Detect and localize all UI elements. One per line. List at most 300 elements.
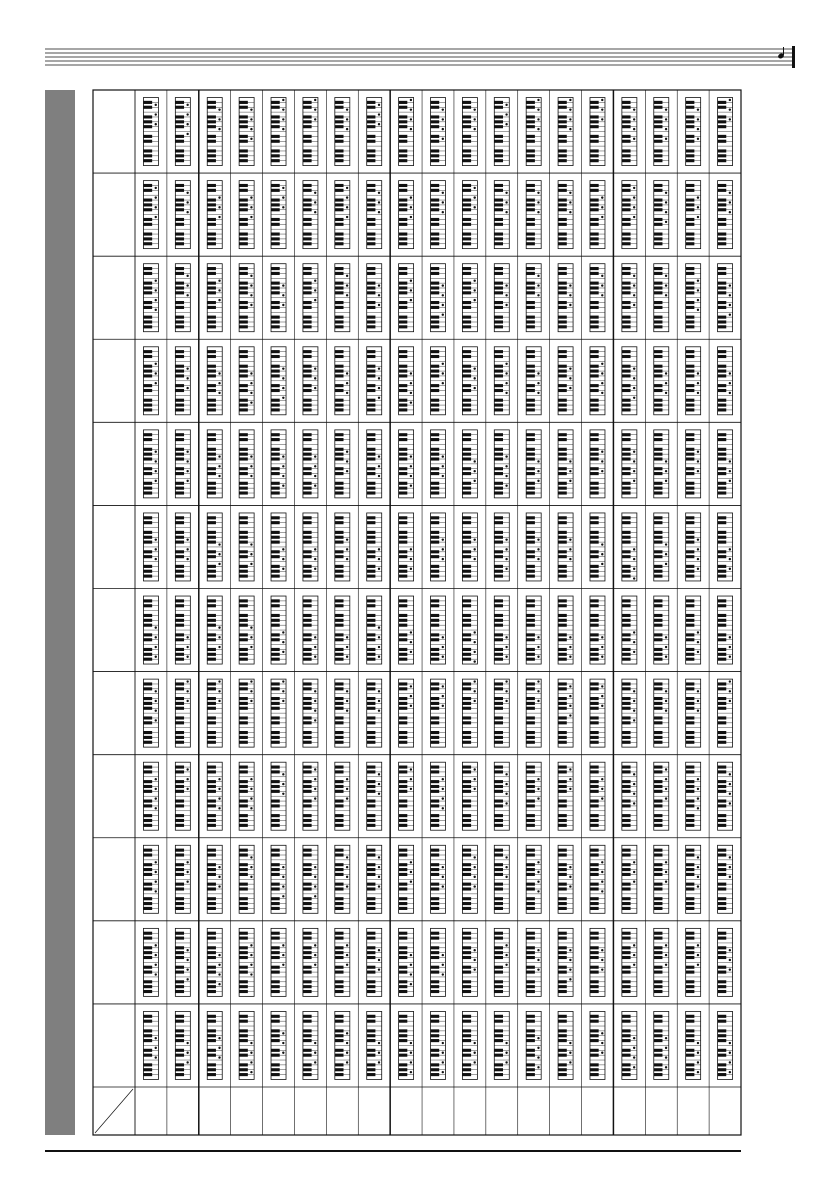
black-key [367,159,376,162]
black-key [718,237,727,240]
black-key [239,115,248,118]
black-key [590,604,599,607]
black-key [462,800,471,803]
black-key [558,575,567,578]
mini-keyboard-chord-diagram-icon [654,762,669,830]
black-key [590,804,599,807]
mini-keyboard-chord-diagram-icon [431,181,446,249]
black-key [207,902,216,905]
black-key [590,536,599,539]
chord-note-marker [314,636,316,638]
chord-note-marker [505,568,507,570]
black-key [207,267,216,270]
chord-note-marker [505,475,507,477]
chord-note-marker [633,783,635,785]
black-key [718,365,727,368]
chord-note-marker [569,778,571,780]
mini-keyboard-chord-diagram-icon [654,181,669,249]
black-key [462,203,471,206]
black-key [622,550,631,553]
black-key [175,306,184,309]
black-key [143,120,152,123]
black-key [271,467,280,470]
black-key [718,731,727,734]
black-key [718,716,727,719]
chord-note-marker [729,460,731,462]
black-key [399,365,408,368]
black-key [303,599,312,602]
black-key [239,106,248,109]
chord-note-marker [633,577,635,579]
black-key [558,819,567,822]
black-key [207,325,216,328]
black-key [239,301,248,304]
black-key [590,159,599,162]
black-key [175,883,184,886]
black-key [239,487,248,490]
black-key [686,531,695,534]
black-key [462,106,471,109]
black-key [654,824,663,827]
mini-keyboard-chord-diagram-icon [271,596,286,664]
black-key [303,453,312,456]
chord-note-marker [410,475,412,477]
black-key [590,697,599,700]
black-key [143,902,152,905]
black-key [303,404,312,407]
black-key [367,790,376,793]
black-key [686,487,695,490]
black-key [175,120,184,123]
black-key [399,355,408,358]
black-key [622,472,631,475]
black-key [686,384,695,387]
black-key [175,159,184,162]
black-key [462,350,471,353]
black-key [239,658,248,661]
black-key [494,550,503,553]
black-key [271,800,280,803]
black-key [175,873,184,876]
mini-keyboard-chord-diagram-icon [622,98,637,166]
black-key [718,355,727,358]
black-key [590,350,599,353]
mini-keyboard-chord-diagram-icon [558,596,573,664]
black-key [239,223,248,226]
chord-note-marker [155,700,157,702]
black-key [303,106,312,109]
chord-note-marker [186,201,188,203]
black-key [494,516,503,519]
black-key [431,633,440,636]
black-key [271,218,280,221]
chord-note-marker [282,367,284,369]
black-key [239,125,248,128]
black-key [558,638,567,641]
black-key [718,223,727,226]
chord-note-marker [218,382,220,384]
black-key [590,648,599,651]
black-key [303,115,312,118]
black-key [654,614,663,617]
black-key [143,565,152,568]
black-key [590,115,599,118]
black-key [558,125,567,128]
chord-note-marker [346,372,348,374]
mini-keyboard-chord-diagram-icon [590,596,605,664]
black-key [175,624,184,627]
black-key [303,570,312,573]
black-key [590,203,599,206]
black-key [207,208,216,211]
black-key [143,770,152,773]
chord-note-marker [665,294,667,296]
black-key [271,149,280,152]
black-key [654,125,663,128]
black-key [590,154,599,157]
chord-note-marker [282,304,284,306]
chord-note-marker [218,700,220,702]
black-key [175,785,184,788]
black-key [367,399,376,402]
black-key [622,624,631,627]
black-key [367,624,376,627]
black-key [494,125,503,128]
black-key [558,741,567,744]
black-key [526,208,535,211]
mini-keyboard-chord-diagram-icon [303,762,318,830]
mini-keyboard-chord-diagram-icon [622,264,637,332]
black-key [335,824,344,827]
chord-note-marker [155,216,157,218]
black-key [143,355,152,358]
mini-keyboard-chord-diagram-icon [303,679,318,747]
mini-keyboard-chord-diagram-icon [494,513,509,581]
black-key [686,208,695,211]
black-key [590,467,599,470]
black-key [399,682,408,685]
mini-keyboard-chord-diagram-icon [143,596,158,664]
black-key [526,716,535,719]
chord-note-marker [346,646,348,648]
black-key [558,619,567,622]
chord-note-marker [155,558,157,560]
black-key [399,619,408,622]
black-key [239,555,248,558]
chord-note-marker [473,641,475,643]
black-key [718,389,727,392]
chord-note-marker [665,108,667,110]
mini-keyboard-chord-diagram-icon [718,264,733,332]
chord-note-marker [218,108,220,110]
black-key [431,237,440,240]
black-key [271,267,280,270]
black-key [718,408,727,411]
mini-keyboard-chord-diagram-icon [622,513,637,581]
chord-note-marker [378,104,380,106]
black-key [462,399,471,402]
mini-keyboard-chord-diagram-icon [590,347,605,415]
chord-note-marker [346,788,348,790]
black-key [207,301,216,304]
black-key [654,272,663,275]
black-key [686,604,695,607]
black-key [494,101,503,104]
black-key [462,384,471,387]
chord-note-marker [250,626,252,628]
black-key [558,648,567,651]
chord-note-marker [314,656,316,658]
chord-note-marker [665,201,667,203]
black-key [431,433,440,436]
black-key [175,355,184,358]
black-key [239,873,248,876]
mini-keyboard-chord-diagram-icon [399,762,414,830]
mini-keyboard-chord-diagram-icon [622,596,637,664]
black-key [718,267,727,270]
black-key [526,653,535,656]
black-key [271,320,280,323]
black-key [622,320,631,323]
black-key [175,550,184,553]
black-key [526,272,535,275]
black-key [271,550,280,553]
black-key [207,384,216,387]
chord-note-marker [601,196,603,198]
black-key [622,741,631,744]
black-key [399,570,408,573]
black-key [175,370,184,373]
mini-keyboard-chord-diagram-icon [335,679,350,747]
chord-note-marker [537,538,539,540]
chord-note-marker [537,636,539,638]
black-key [431,374,440,377]
black-key [399,780,408,783]
chord-note-marker [186,133,188,135]
black-key [431,721,440,724]
black-key [207,531,216,534]
black-key [462,780,471,783]
chord-note-marker [729,568,731,570]
chord-note-marker [155,363,157,365]
black-key [431,286,440,289]
black-key [239,575,248,578]
black-key [622,355,631,358]
chord-note-marker [473,367,475,369]
black-key [303,399,312,402]
black-key [590,550,599,553]
black-key [143,438,152,441]
chord-note-marker [186,646,188,648]
black-key [526,800,535,803]
black-key [303,800,312,803]
black-key [431,120,440,123]
black-key [271,555,280,558]
chord-note-marker [729,382,731,384]
black-key [143,325,152,328]
black-key [590,819,599,822]
black-key [462,491,471,494]
chord-note-marker [537,646,539,648]
mini-keyboard-chord-diagram-icon [367,679,382,747]
black-key [239,365,248,368]
mini-keyboard-chord-diagram-icon [462,762,477,830]
black-key [271,106,280,109]
black-key [367,707,376,710]
mini-keyboard-chord-diagram-icon [686,762,701,830]
chord-note-marker [155,187,157,189]
chord-note-marker [378,773,380,775]
chord-note-marker [729,314,731,316]
chord-note-marker [665,221,667,223]
black-key [367,350,376,353]
black-key [590,355,599,358]
black-key [143,531,152,534]
black-key [526,487,535,490]
black-key [207,198,216,201]
black-key [686,648,695,651]
chord-note-marker [218,465,220,467]
black-key [399,184,408,187]
black-key [335,404,344,407]
black-key [207,541,216,544]
black-key [494,770,503,773]
black-key [431,472,440,475]
black-key [207,824,216,827]
chord-note-marker [729,470,731,472]
chord-note-marker [473,187,475,189]
black-key [526,819,535,822]
black-key [686,272,695,275]
black-key [271,125,280,128]
black-key [271,521,280,524]
black-key [462,702,471,705]
black-key [654,467,663,470]
chord-note-marker [697,548,699,550]
chord-note-marker [346,548,348,550]
black-key [431,516,440,519]
mini-keyboard-chord-diagram-icon [558,430,573,498]
chord-note-marker [633,641,635,643]
black-key [622,491,631,494]
black-key [335,780,344,783]
black-key [175,457,184,460]
black-key [239,482,248,485]
black-key [462,370,471,373]
chord-note-marker [378,626,380,628]
mini-keyboard-chord-diagram-icon [271,347,286,415]
chord-note-marker [155,881,157,883]
chord-note-marker [282,783,284,785]
black-key [654,633,663,636]
chord-note-marker [186,656,188,658]
black-key [718,487,727,490]
black-key [686,555,695,558]
black-key [367,374,376,377]
black-key [462,223,471,226]
black-key [303,208,312,211]
black-key [143,887,152,890]
black-key [143,619,152,622]
black-key [431,467,440,470]
black-key [494,448,503,451]
black-key [207,555,216,558]
black-key [718,658,727,661]
black-key [271,824,280,827]
chord-note-marker [473,631,475,633]
black-key [335,516,344,519]
mini-keyboard-chord-diagram-icon [399,264,414,332]
chord-note-marker [537,470,539,472]
black-key [271,707,280,710]
black-key [399,198,408,201]
chord-note-marker [537,382,539,384]
chord-note-marker [601,363,603,365]
black-key [654,232,663,235]
black-key [335,648,344,651]
mini-keyboard-chord-diagram-icon [367,762,382,830]
black-key [431,365,440,368]
chord-note-marker [537,99,539,101]
black-key [462,242,471,245]
black-key [207,790,216,793]
chord-note-marker [314,99,316,101]
black-key [239,604,248,607]
black-key [494,491,503,494]
black-key [143,242,152,245]
black-key [271,237,280,240]
black-key [367,619,376,622]
black-key [462,448,471,451]
black-key [686,149,695,152]
black-key [303,408,312,411]
black-key [431,697,440,700]
black-key [494,267,503,270]
chord-note-marker [537,128,539,130]
mini-keyboard-chord-diagram-icon [143,347,158,415]
chord-note-marker [346,700,348,702]
black-key [622,467,631,470]
black-key [526,785,535,788]
black-key [462,536,471,539]
black-key [622,570,631,573]
black-key [335,800,344,803]
black-key [335,101,344,104]
black-key [303,140,312,143]
black-key [622,516,631,519]
black-key [175,389,184,392]
black-key [718,653,727,656]
black-key [558,237,567,240]
black-key [367,242,376,245]
black-key [143,800,152,803]
black-key [399,223,408,226]
black-key [654,482,663,485]
chord-note-marker [633,128,635,130]
black-key [175,721,184,724]
black-key [654,399,663,402]
mini-keyboard-chord-diagram-icon [175,98,190,166]
black-key [494,306,503,309]
black-key [526,790,535,793]
black-key [207,374,216,377]
chord-note-marker [282,397,284,399]
chord-note-marker [282,118,284,120]
black-key [271,741,280,744]
black-key [526,707,535,710]
mini-keyboard-chord-diagram-icon [494,762,509,830]
black-key [462,316,471,319]
